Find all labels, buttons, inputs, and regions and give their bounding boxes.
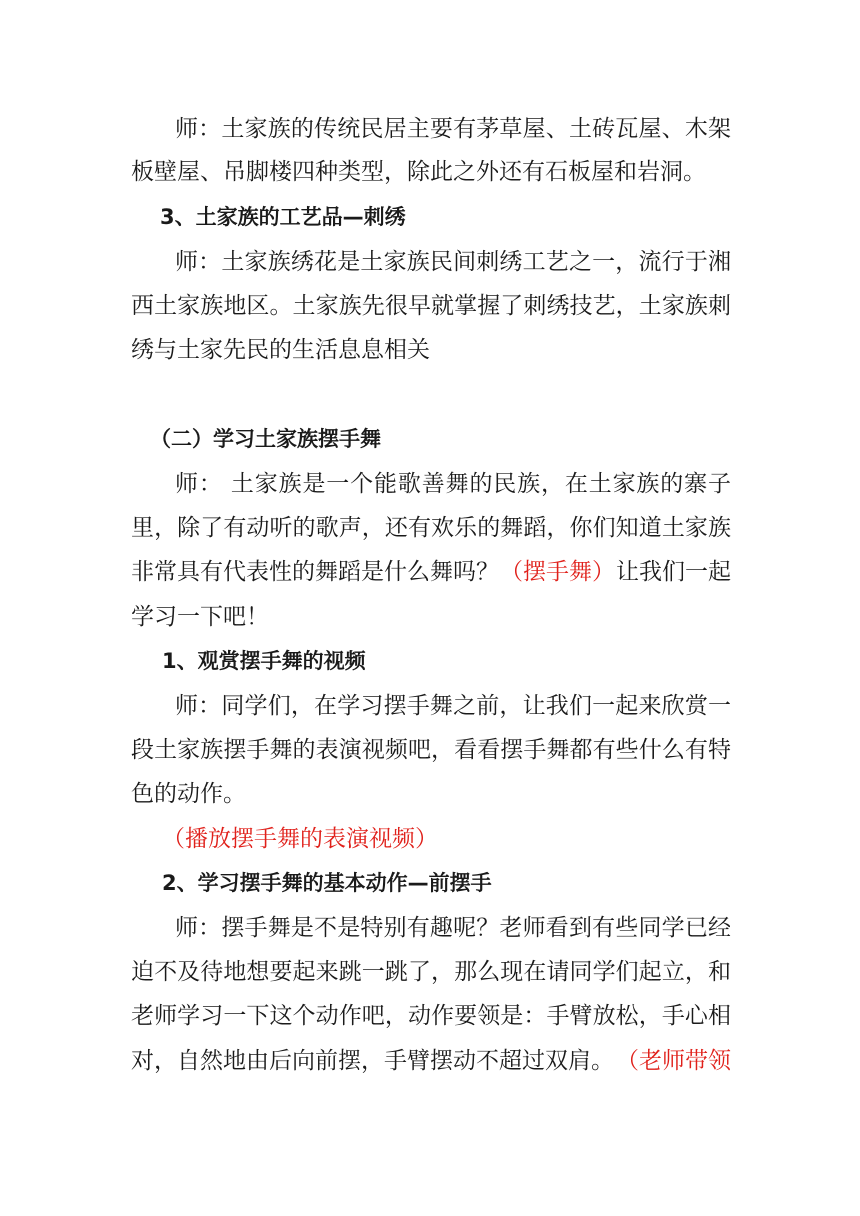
paragraph-line: 绣与土家先民的生活息息相关	[131, 337, 430, 363]
paragraph-line: 段土家族摆手舞的表演视频吧，看看摆手舞都有些什么有特	[131, 737, 731, 763]
paragraph-line: 老师学习一下这个动作吧，动作要领是：手臂放松，手心相	[131, 1003, 731, 1029]
paragraph-line	[131, 1046, 731, 1076]
heading-section-2: （二）学习土家族摆手舞	[150, 427, 381, 451]
paragraph-line: 里，除了有动听的歌声，还有欢乐的舞蹈，你们知道土家族	[131, 515, 731, 541]
teacher-note-highlight: （老师带领	[616, 1048, 731, 1074]
paragraph-line: 西土家族地区。土家族先很早就掌握了刺绣技艺，土家族刺	[131, 293, 731, 319]
paragraph-line: 板壁屋、吊脚楼四种类型，除此之外还有石板屋和岩洞。	[131, 159, 706, 185]
heading-crafts: 3、土家族的工艺品—刺绣	[160, 205, 406, 229]
video-note: （播放摆手舞的表演视频）	[162, 826, 438, 852]
instruction-text: 对，自然地由后向前摆，手臂摆动不超过双肩。	[131, 1048, 614, 1074]
paragraph-line: 色的动作。	[131, 781, 246, 807]
continuation-text: 让我们一起	[616, 559, 731, 585]
heading-step-1: 1、观赏摆手舞的视频	[162, 649, 366, 673]
heading-step-2: 2、学习摆手舞的基本动作—前摆手	[162, 871, 492, 895]
answer-highlight: （摆手舞）	[500, 559, 615, 585]
paragraph-line: 迫不及待地想要起来跳一跳了，那么现在请同学们起立，和	[131, 959, 731, 985]
question-text: 非常具有代表性的舞蹈是什么舞吗？	[131, 559, 499, 585]
paragraph-line	[131, 557, 731, 587]
paragraph-line: 师： 土家族是一个能歌善舞的民族，在土家族的寨子	[175, 471, 731, 497]
paragraph-line: 学习一下吧！	[131, 604, 269, 630]
paragraph-line: 师：土家族的传统民居主要有茅草屋、土砖瓦屋、木架	[175, 116, 731, 142]
paragraph-line: 师：土家族绣花是土家族民间刺绣工艺之一，流行于湘	[175, 249, 731, 275]
paragraph-line: 师：同学们，在学习摆手舞之前，让我们一起来欣赏一	[175, 693, 731, 719]
paragraph-line: 师：摆手舞是不是特别有趣呢？老师看到有些同学已经	[175, 915, 731, 941]
